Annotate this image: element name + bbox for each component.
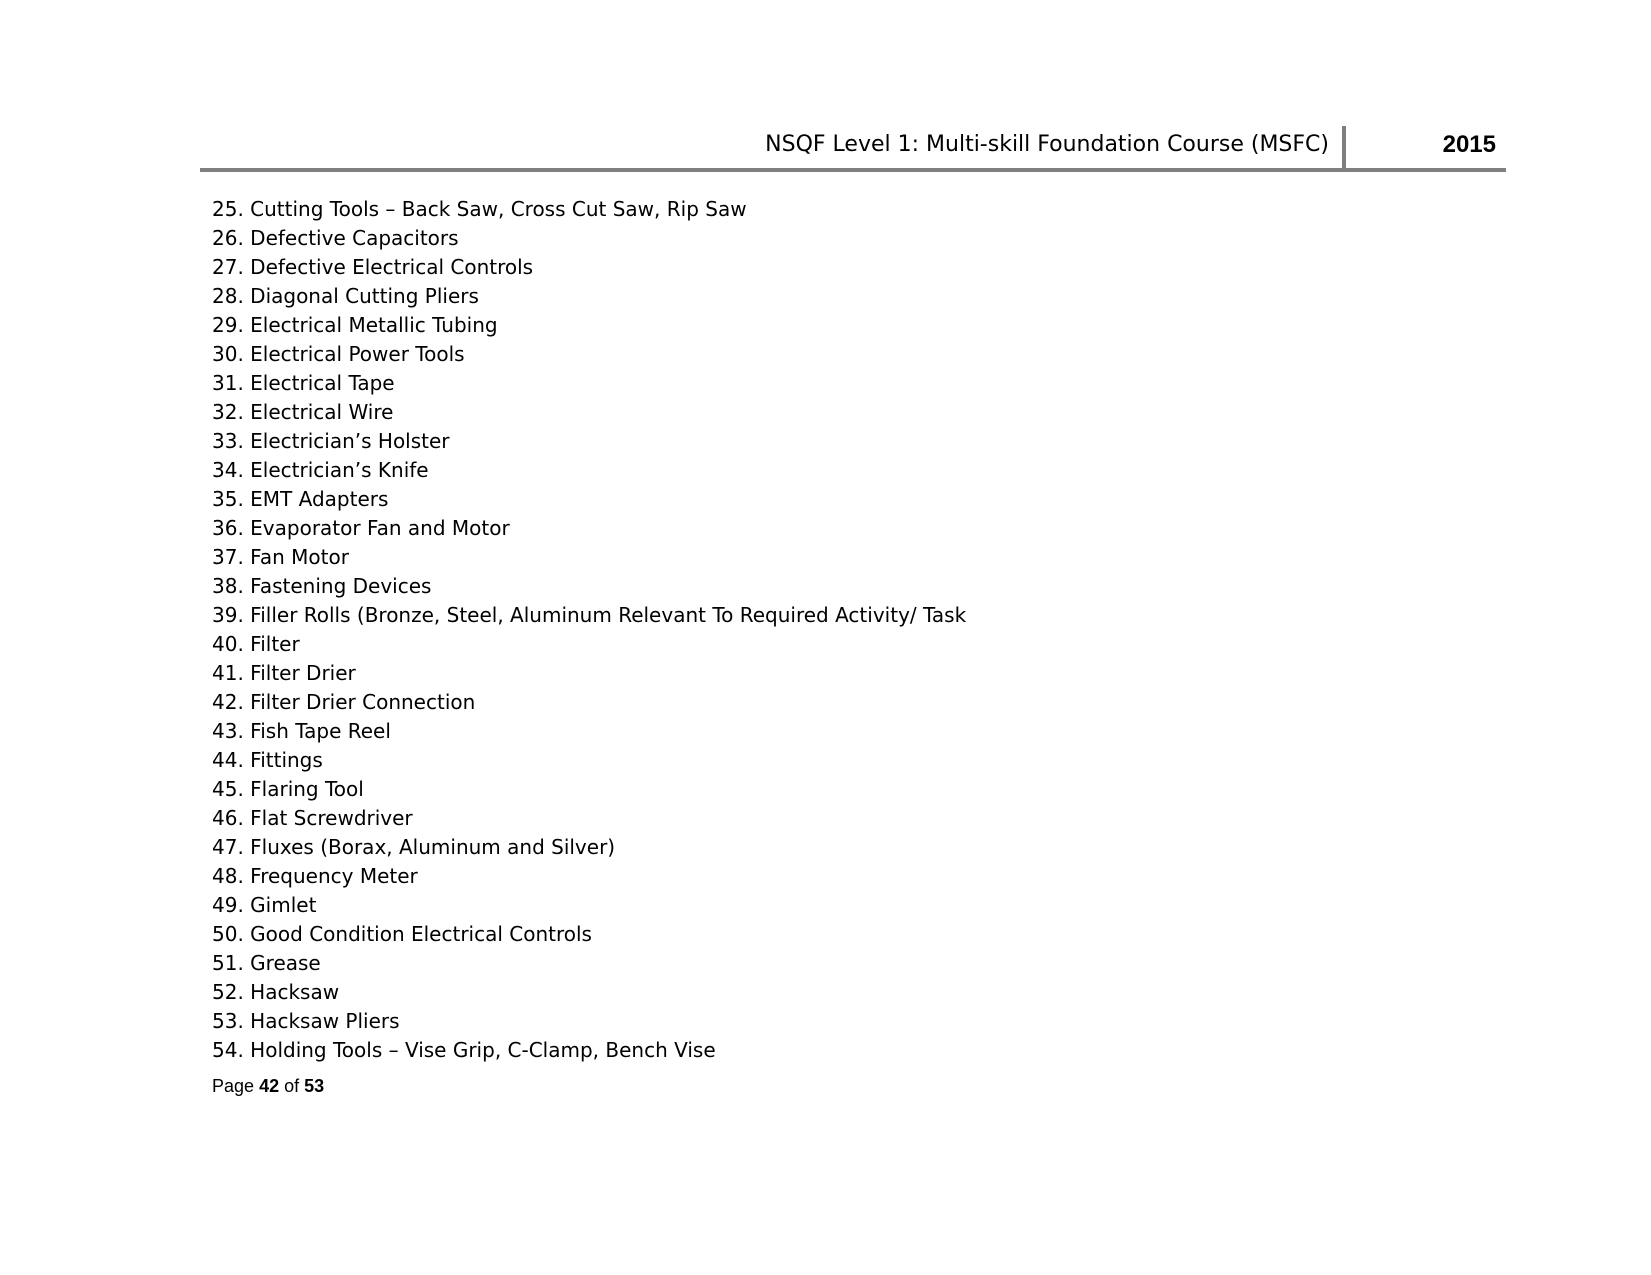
header-year: 2015 xyxy=(1442,131,1496,158)
list-item: 43. Fish Tape Reel xyxy=(212,719,391,743)
list-item: 34. Electrician’s Knife xyxy=(212,458,429,482)
list-item: 30. Electrical Power Tools xyxy=(212,342,465,366)
list-item: 45. Flaring Tool xyxy=(212,777,364,801)
list-item: 35. EMT Adapters xyxy=(212,487,389,511)
list-item: 50. Good Condition Electrical Controls xyxy=(212,922,592,946)
list-item: 33. Electrician’s Holster xyxy=(212,429,450,453)
header-divider xyxy=(1342,126,1346,170)
list-item: 46. Flat Screwdriver xyxy=(212,806,413,830)
header-rule xyxy=(200,168,1506,172)
list-item: 53. Hacksaw Pliers xyxy=(212,1009,400,1033)
list-item: 27. Defective Electrical Controls xyxy=(212,255,534,279)
page-footer xyxy=(212,1074,324,1098)
list-item: 52. Hacksaw xyxy=(212,980,340,1004)
header-title: NSQF Level 1: Multi-skill Foundation Course (MSFC) xyxy=(765,132,1329,157)
current-page-number: 42 xyxy=(259,1076,280,1096)
page-label: Page xyxy=(212,1076,255,1096)
list-item: 48. Frequency Meter xyxy=(212,864,418,888)
list-item: 40. Filter xyxy=(212,632,300,656)
list-item: 25. Cutting Tools – Back Saw, Cross Cut Saw, Rip Saw xyxy=(212,197,747,221)
page-header xyxy=(200,124,1506,170)
list-item: 38. Fastening Devices xyxy=(212,574,432,598)
list-item: 51. Grease xyxy=(212,951,321,975)
list-item: 39. Filler Rolls (Bronze, Steel, Aluminum Relevant To Required Activity/ Task xyxy=(212,603,967,627)
list-item: 49. Gimlet xyxy=(212,893,317,917)
list-item: 29. Electrical Metallic Tubing xyxy=(212,313,498,337)
list-item: 47. Fluxes (Borax, Aluminum and Silver) xyxy=(212,835,616,859)
list-item: 42. Filter Drier Connection xyxy=(212,690,476,714)
of-label: of xyxy=(284,1076,300,1096)
list-item: 36. Evaporator Fan and Motor xyxy=(212,516,510,540)
list-item: 32. Electrical Wire xyxy=(212,400,394,424)
list-item: 54. Holding Tools – Vise Grip, C-Clamp, Bench Vise xyxy=(212,1038,716,1062)
list-item: 31. Electrical Tape xyxy=(212,371,395,395)
total-pages-number: 53 xyxy=(304,1076,325,1096)
list-item: 37. Fan Motor xyxy=(212,545,349,569)
list-item: 44. Fittings xyxy=(212,748,323,772)
list-item: 28. Diagonal Cutting Pliers xyxy=(212,284,479,308)
list-item: 41. Filter Drier xyxy=(212,661,356,685)
list-item: 26. Defective Capacitors xyxy=(212,226,459,250)
equipment-list xyxy=(212,195,966,1065)
